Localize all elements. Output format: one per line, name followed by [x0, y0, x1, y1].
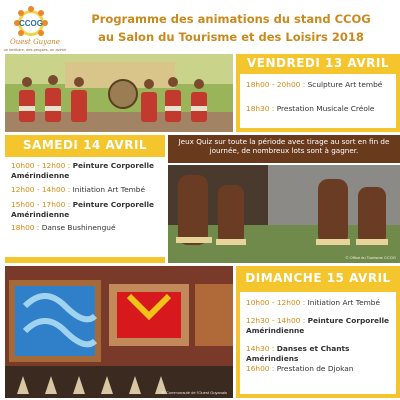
schedule-item: [246, 104, 392, 114]
sunday-panel: [236, 266, 400, 398]
schedule-activity: Danses et Chants Amérindiens: [246, 344, 350, 363]
schedule-time: 10h00 - 12h00 :: [11, 161, 71, 170]
art-credit: © Communauté de l'Ouest Guyanais: [161, 390, 227, 395]
schedule-item: [11, 200, 161, 219]
schedule-activity: Prestation Musicale Créole: [276, 104, 375, 113]
schedule-item: [246, 298, 392, 308]
dancers-credit: © Office du Tourisme CCOG: [345, 255, 396, 260]
schedule-time: 12h00 - 14h00 :: [11, 185, 71, 194]
sunday-schedule: [240, 292, 396, 394]
tembe-art-photo: [5, 266, 233, 398]
schedule-item: [246, 364, 392, 374]
svg-text:CCOG: CCOG: [19, 19, 43, 28]
schedule-time: 15h00 - 17h00 :: [11, 200, 71, 209]
schedule-time: 12h30 - 14h00 :: [246, 316, 306, 325]
friday-heading: VENDREDI 13 AVRIL: [236, 54, 400, 72]
saturday-heading: SAMEDI 14 AVRIL: [5, 135, 165, 155]
sunday-heading: DIMANCHE 15 AVRIL: [236, 266, 400, 290]
schedule-time: 18h00 :: [11, 223, 40, 232]
schedule-activity: Danse Bushinengué: [41, 223, 116, 232]
schedule-time: 14h30 :: [246, 344, 275, 353]
schedule-activity: Initiation Art Tembé: [72, 185, 146, 194]
schedule-item: [11, 223, 161, 233]
dancers-photo: [168, 165, 400, 263]
schedule-item: [246, 344, 392, 363]
performers-photo: [5, 54, 233, 132]
title-line-2: au Salon du Tourisme et des Loisirs 2018: [98, 30, 364, 44]
logo-tagline: un territoire, des peuples, un avenir: [3, 47, 67, 52]
schedule-time: 10h00 - 12h00 :: [246, 298, 306, 307]
quiz-banner: Jeux Quiz sur toute la période avec tirage au sort en fin de journée, de nombreux lots sont à gagner.: [168, 135, 400, 163]
schedule-activity: Initiation Art Tembé: [307, 298, 381, 307]
schedule-activity: Sculpture Art tembé: [307, 80, 383, 89]
title-line-1: Programme des animations du stand CCOG: [91, 12, 371, 26]
schedule-activity: Peinture Corporelle Amérindienne: [11, 200, 155, 219]
schedule-time: 16h00 :: [246, 364, 275, 373]
saturday-schedule: [5, 157, 165, 257]
friday-schedule: [240, 74, 396, 128]
schedule-item: [11, 161, 161, 180]
friday-panel: [236, 54, 400, 132]
schedule-item: [11, 185, 161, 195]
schedule-time: 18h00 - 20h00 :: [246, 80, 306, 89]
schedule-time: 18h30 :: [246, 104, 275, 113]
saturday-panel: [5, 135, 165, 263]
schedule-item: [246, 316, 392, 335]
schedule-activity: Prestation de Djokan: [276, 364, 354, 373]
logo-brand: Ouest Guyane: [10, 38, 60, 46]
schedule-activity: Peinture Corporelle Amérindienne: [246, 316, 390, 335]
page-title: [66, 10, 396, 46]
schedule-item: [246, 80, 392, 90]
schedule-activity: Peinture Corporelle Amérindienne: [11, 161, 155, 180]
